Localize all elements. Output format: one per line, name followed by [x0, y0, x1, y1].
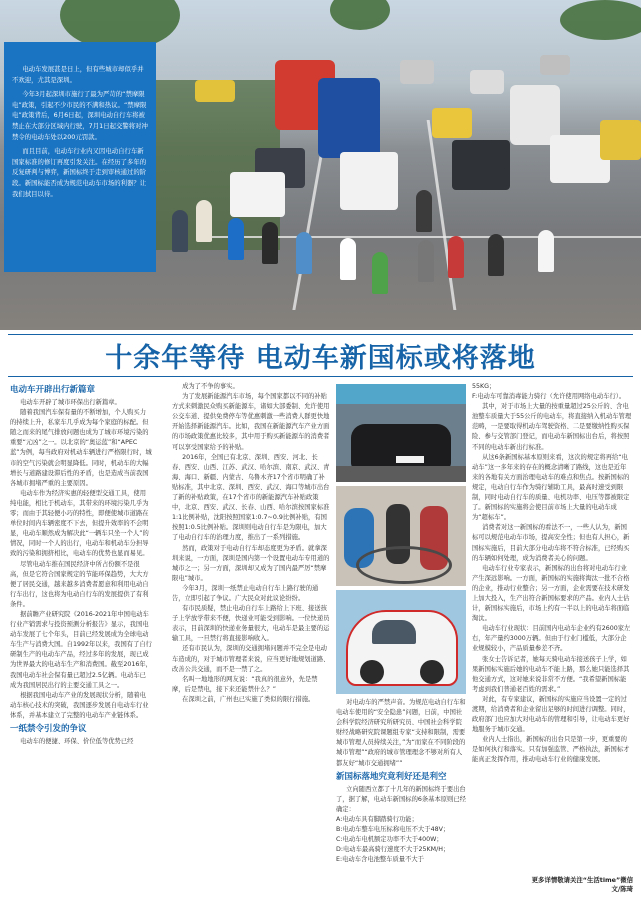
paragraph: 为了发展新能源汽车市场，每个国家都以不同的补贴方式来刺激民众购买新能源车，诸如大部委制、允许使用公交车道、提供免费停车等优惠刺激一些消费人群更快地开始选择新能源汽车。比如，我国在新能源汽车产业方面的市场政策优惠比较多，其中用于购买新能源车的消费者可以享受国家给予的补贴。 [172, 393, 330, 451]
paragraph: 其中，对于市场上大量的按重量超过25公斤的、含电池整车质量大于55公斤的电动车，将直接纳入机动车管理范畴，一是要取得机动车驾驶资格、二是要缴纳性购买保险、参与交管部门登记，而电动车新国标出台后，将按照不同的电动车新出行标准。 [472, 403, 632, 451]
paragraph: 电动车开辟了城市环保出行新篇章。 [20, 399, 121, 406]
car [452, 140, 510, 190]
paragraph: 55KG； [472, 383, 496, 390]
paragraph: D:电动车最高骑行速度不大于25KM/H； [336, 846, 450, 854]
intro-paragraph: 今年3月起深圳市施行了最为严苛的“禁摩限电”政策，引起不少市民的不满和热议。“禁摩限电”政策背后，6月6日起，深圳电动自行车将被禁止在大部分区域内行驶，7月1日起交警将对冲禁令的电动车处以200元罚款。 [12, 90, 148, 141]
scooter-rider [538, 230, 554, 272]
paragraph: 电动车行业专家表示，新国标的出台将对电动车行业产生深远影响。一方面，新国标的实施将淘汰一批不合格的企业，推动行业整合；另一方面，企业需要在技术研发上加大投入，生产出符合新国标要求的产品。业内人士估计，新国标实施后，市场上约有一半以上的电动车将面临淘汰。 [472, 564, 630, 623]
paragraph: 成为了不争的事实。 [182, 383, 239, 390]
paragraph: 据前瞻产业研究院《2016-2021年中国电动车行业产销需求与投资预测分析报告》显示，我国电动车发展了七个年头，目前已经发展成为全球电动车生产与消费大国。自1992年以来，我国有了自行研制生产的电动车产品，经过多年的发展，现已成为世界最大的电动车生产和消费国。截至2016年，我国电动车社会保有量已超过2.5亿辆。电动车已成为我国居民出行的主要交通工具之一。 [10, 610, 152, 689]
article-column-3 [336, 698, 466, 874]
article-column-4 [472, 382, 632, 870]
paragraph: 名叫一地地形的网友说：“我真的很意外，先是禁摩，后是禁电，接下来还能禁什么？” [172, 675, 318, 693]
paragraph: 电动车作为经济实惠的轻便型交通工具，使用纯电能，相比于机动车，其带来的环境污染几乎为零；而由于其轻便小巧的特性，即便使城市道路在单位时间内车辆密度不下去，但提升效率的不会明显，电动车顺然成为解决此“一辆车只坐一个人”的情况，同时一个人的出行，电动车和机动车分担导致的污染和拥挤相比，电动车的优势也显而易见。 [10, 489, 149, 558]
paragraph: 消费者对这一新国标的看法不一，一些人认为，新国标可以规范电动车市场，提高安全性；但也有人担心，新国标实施后，目前大部分电动车将不符合标准，已经购买的车辆如何处理，成为消费者关心的问题。 [472, 524, 630, 562]
footer-credit [532, 876, 633, 894]
photo-micro-ev [336, 590, 466, 694]
scooter-rider [418, 240, 434, 282]
footer-line: 更多详情敬请关注“生活time”微信 [531, 876, 633, 884]
paragraph: A:电动车具有脚踏骑行功能； [336, 815, 418, 823]
paragraph: 对此，有专家建议，新国标的实施应当设置一定的过渡期，给消费者和企业留出足够的时间进行调整。同时，政府部门也应加大对电动车的管理和引导，让电动车更好地服务于城市交通。 [472, 695, 630, 734]
section-heading: 电动车开辟出行新篇章 [10, 385, 96, 395]
section-heading: 一纸禁令引发的争议 [10, 724, 87, 734]
taxi [195, 80, 235, 102]
scooter-rider [228, 218, 244, 260]
scooter-rider [262, 222, 278, 264]
section-heading: 新国标落地究竟利好还是利空 [336, 771, 447, 782]
car [470, 70, 504, 94]
paragraph: 立向随西立都了十几年的新国标终于要出台了，据了解，电动车新国标的6条基本原则已经确定： [336, 785, 466, 813]
intro-paragraph: 而且目前，电动车行业内又因电动自行车新国家标准的修订再度引发关注。在经历了多年的反复研判与博弈，新国标终于走到审核通过的阶段。新国标能否成为规范电动车市场的利器？让我们拭目以待。 [12, 147, 147, 198]
headline-rule-top [8, 334, 633, 335]
paragraph: 还有市民认为，深圳的交通拥堵问题并不完全是电动车造成的，对于城市管理者来说，应当更好地规划道路、改善公共交通，而不是一禁了之。 [172, 645, 330, 673]
cyclist [416, 190, 432, 232]
taxi [432, 108, 472, 138]
paragraph: 电动车的便捷、环保、价位低等优势已经 [20, 738, 134, 745]
paragraph: 根据我国电动车产业的发展现状分析，随着电动车核心技术的突破，我国逐步发展自电动车行业体系，并基本建立了完整的电动车产业链体系。 [10, 691, 149, 719]
paragraph: 从这6条新国标基本原则来看，这次的规定将再给“电动车”这一多年来的存在的概念清晰了路线，这也是近年来的各地有关方面治理电动车的难点和焦点。按新国标的规定，电动自行车作为骑行辅助工具，最高时速受到限制，同时电动自行车的质量、电机功率、电压等都被限定了。新国标的实施将会使目前市场上大量的电动车成为“超标车”。 [472, 453, 630, 522]
scooter-rider [196, 200, 212, 242]
paragraph: 2016年，全国已有北京、深圳、西安、河北、长春、西安、山西、江苏、武汉、哈尔滨、南京、武汉、青海、海口、新疆、内蒙古、乌鲁木齐17个省市明确了补贴标准，其中北京、深圳、西安、武汉、海口等城市出台了新的补贴政策，在17个省市的新能源汽车补贴政策中，北京、西安、武汉、长春、山西、哈尔滨按国家标准1:1比例补贴，沈阳按照国家1:0.7~0.9比例补贴，有国按照1:0.5比例补贴。深圳则电动自行车是为限电，加大了电动自行车的治理力度，推出了一系列措施。 [172, 453, 330, 542]
paragraph: 尽管电动车推在国民经济中所占份额不是很高，但是它符合国家规定的节能环保趋势，大大方便了居民交通，越来越多消费者愿意和利用电动自行车出行，这也将为电动自行车的发展提供了有利条件。 [10, 560, 149, 608]
scooter-rider [488, 234, 504, 276]
article-column-2 [172, 382, 330, 872]
paragraph: 随着我国汽车保有量的不断增加，个人购买力的持续上升，私家车几乎成为每个家庭的标配。但随之而来的尾气排放问题也成为了城市环境污染的重要“元凶”之一。以北京的“奥运蓝”和“APEC蓝”为例，每当政府对机动车辆进行严格限行时，城市的空气污染就会明显降低。同时，机动车的大幅增长与道路建设滞后性的矛盾，也是造成当前我国各城市拥堵严重的主要原因。 [10, 409, 152, 487]
tree-canopy [560, 0, 641, 40]
paragraph: 然而，政策对于电动自行车却态度更为矛盾。就拿深圳来说，一方面，深圳是国内第一个设置电动车专用道的城市之一；另一方面，深圳却又成为了国内最严厉“禁摩限电”城市。 [172, 544, 330, 582]
paragraph: B:电动车整车电压标称电压不大于48V； [336, 826, 450, 834]
paragraph: 今年3月，深圳一纸禁止电动自行车上路行驶的通告，立即引起了争议。广大民众对此议论纷纷。 [172, 584, 319, 602]
car [340, 152, 398, 210]
byline: 文/陈琦 [611, 885, 633, 893]
car [400, 60, 434, 84]
paragraph: 电动车行业现状：目前国内电动车企业约有2600家左右，年产量约3000万辆。但由于行业门槛低，大部分企业规模较小，产品质量参差不齐。 [472, 625, 631, 653]
photo-ebike-shop [336, 486, 466, 586]
scooter-rider [372, 252, 388, 294]
intro-box [4, 42, 156, 272]
car [540, 55, 570, 75]
scooter-rider [340, 238, 356, 280]
intro-paragraph: 电动车发展甚是日上，但有些城市却似乎并不欢迎，尤其是深圳。 [12, 65, 144, 84]
paragraph: F:电动车可靠消毒能力骑行（允许使用网络电动车行）。 [472, 393, 626, 401]
cyclist [172, 210, 188, 252]
paragraph: 张女士告诉记者，她每天骑电动车接送孩子上学，如果新国标实施后她的电动车不能上路，那么她只能选择其他交通方式，这对她来说非常不方便。“我希望新国标能考虑到我们普通老百姓的需求。” [472, 655, 630, 693]
headline: 十余年等待 电动车新国标或将落地 [105, 343, 536, 374]
car [230, 172, 285, 217]
paragraph: 业内人士指出，新国标的出台只是第一步，更重要的是如何执行和落实。只有加强监管、严格执法，新国标才能真正发挥作用，推动电动车行业的健康发展。 [472, 736, 630, 764]
article-column-1 [10, 382, 152, 872]
taxi [600, 120, 641, 160]
paragraph: 在深圳之前，广州也已实施了类似的限行措施。 [182, 695, 315, 703]
paragraph: 有市民质疑，禁止电动自行车上路给上下班、接送孩子上学放学带来不便，快递业可能受到影响。一位快递员表示，目前深圳的快递业务量很大，电动车是最主要的运输工具，一旦禁行将直接影响收入。 [172, 605, 330, 643]
photo-electric-car [336, 384, 466, 482]
scooter-rider [448, 236, 464, 278]
paragraph: C:电动车电机额定功率不大于400W； [336, 836, 443, 844]
paragraph: 对电动车的严禁声音。为规范电动自行车和电动车使用的“安全隐患”问题，日前，中国社会科学院经济研究所研究员、中国社会科学院财经战略研究院课题组专家“支持和限制，需要城市管理人员持续关注，”为“而家在不同阶段的城市管理”“政府的城市管理理念不够对所有人都友好“城市交通拥堵”” [336, 699, 466, 767]
tree-canopy [330, 0, 390, 30]
bus [318, 78, 380, 158]
headline-rule-bottom [8, 376, 633, 377]
scooter-rider [296, 232, 312, 274]
paragraph: E:电动车含电池整车质量不大于 [336, 856, 424, 864]
